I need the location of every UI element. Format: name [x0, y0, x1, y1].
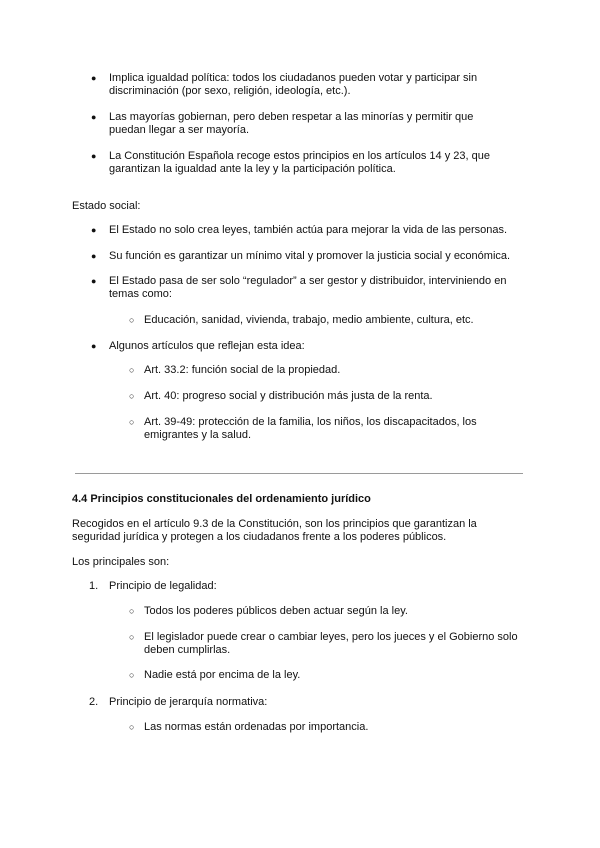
sub-list-item-text: Art. 39-49: protección de la familia, los niños, los discapacitados, los emigrantes y la salud.: [144, 416, 477, 441]
list-item: [91, 275, 511, 301]
list-item-text: Implica igualdad política: todos los ciudadanos pueden votar y participar sin discriminación (por sexo, religión, ideología, etc.).: [109, 72, 478, 97]
intro-paragraph: Recogidos en el artículo 9.3 de la Constitución, son los principios que garantizan la seguridad jurídica y protegen a los ciudadanos frente a los poderes públicos.: [72, 518, 477, 543]
sub-list-item-text: Art. 33.2: función social de la propiedad.: [144, 364, 341, 376]
sub-list-item-text: El legislador puede crear o cambiar leyes, pero los jueces y el Gobierno solo deben cumplirlas.: [144, 631, 518, 656]
numbered-item-text: Principio de jerarquía normativa:: [109, 696, 268, 708]
list-item: [91, 250, 511, 263]
estado-social-label: Estado social:: [72, 200, 141, 212]
bullet-marker: ●: [91, 276, 97, 286]
bullet-marker: ●: [91, 112, 97, 122]
numbered-item: [91, 696, 511, 709]
sub-list-item: [129, 605, 524, 618]
sub-list-item-text: Educación, sanidad, vivienda, trabajo, medio ambiente, cultura, etc.: [144, 314, 474, 326]
bullet-marker: ●: [91, 341, 97, 351]
list-item-text: Las mayorías gobiernan, pero deben respetar a las minorías y permitir que puedan llegar a ser mayoría.: [109, 111, 474, 136]
list-item-text: El Estado no solo crea leyes, también actúa para mejorar la vida de las personas.: [109, 224, 508, 236]
list-item: [91, 340, 511, 353]
circle-marker: ○: [129, 606, 135, 616]
sub-list-item: [129, 390, 524, 403]
sub-list-item-text: Art. 40: progreso social y distribución más justa de la renta.: [144, 390, 433, 402]
list-item: [91, 150, 511, 176]
list-item-text: Algunos artículos que reflejan esta idea:: [109, 340, 305, 352]
sub-list-item: [129, 314, 524, 327]
circle-marker: ○: [129, 417, 135, 427]
list-item: [91, 224, 511, 237]
circle-marker: ○: [129, 365, 135, 375]
bullet-marker: ●: [91, 151, 97, 161]
bullet-marker: ●: [91, 73, 97, 83]
principales-label: Los principales son:: [72, 556, 170, 568]
item-number: 1.: [89, 580, 99, 592]
item-number: 2.: [89, 696, 99, 708]
sub-list-item: [129, 631, 524, 657]
sub-list-item-text: Nadie está por encima de la ley.: [144, 669, 301, 681]
numbered-item: [91, 580, 511, 593]
circle-marker: ○: [129, 670, 135, 680]
bullet-marker: ●: [91, 225, 97, 235]
sub-list-item: [129, 721, 524, 734]
horizontal-divider: [75, 473, 523, 474]
sub-list-item: [129, 364, 524, 377]
sub-list-item: [129, 416, 524, 442]
section-heading: 4.4 Principios constitucionales del ordenamiento jurídico: [72, 493, 371, 505]
list-item-text: Su función es garantizar un mínimo vital y promover la justicia social y económica.: [109, 250, 511, 262]
circle-marker: ○: [129, 391, 135, 401]
list-item-text: El Estado pasa de ser solo “regulador” a ser gestor y distribuidor, interviniendo en temas como:: [109, 275, 507, 300]
circle-marker: ○: [129, 315, 135, 325]
list-item: [91, 111, 511, 137]
sub-list-item-text: Todos los poderes públicos deben actuar según la ley.: [144, 605, 408, 617]
list-item-text: La Constitución Española recoge estos principios en los artículos 14 y 23, que garantizan la igualdad ante la ley y la participación política.: [109, 150, 490, 175]
circle-marker: ○: [129, 632, 135, 642]
bullet-marker: ●: [91, 251, 97, 261]
sub-list-item-text: Las normas están ordenadas por importancia.: [144, 721, 369, 733]
numbered-item-text: Principio de legalidad:: [109, 580, 217, 592]
sub-list-item: [129, 669, 524, 682]
list-item: [91, 72, 511, 98]
circle-marker: ○: [129, 722, 135, 732]
